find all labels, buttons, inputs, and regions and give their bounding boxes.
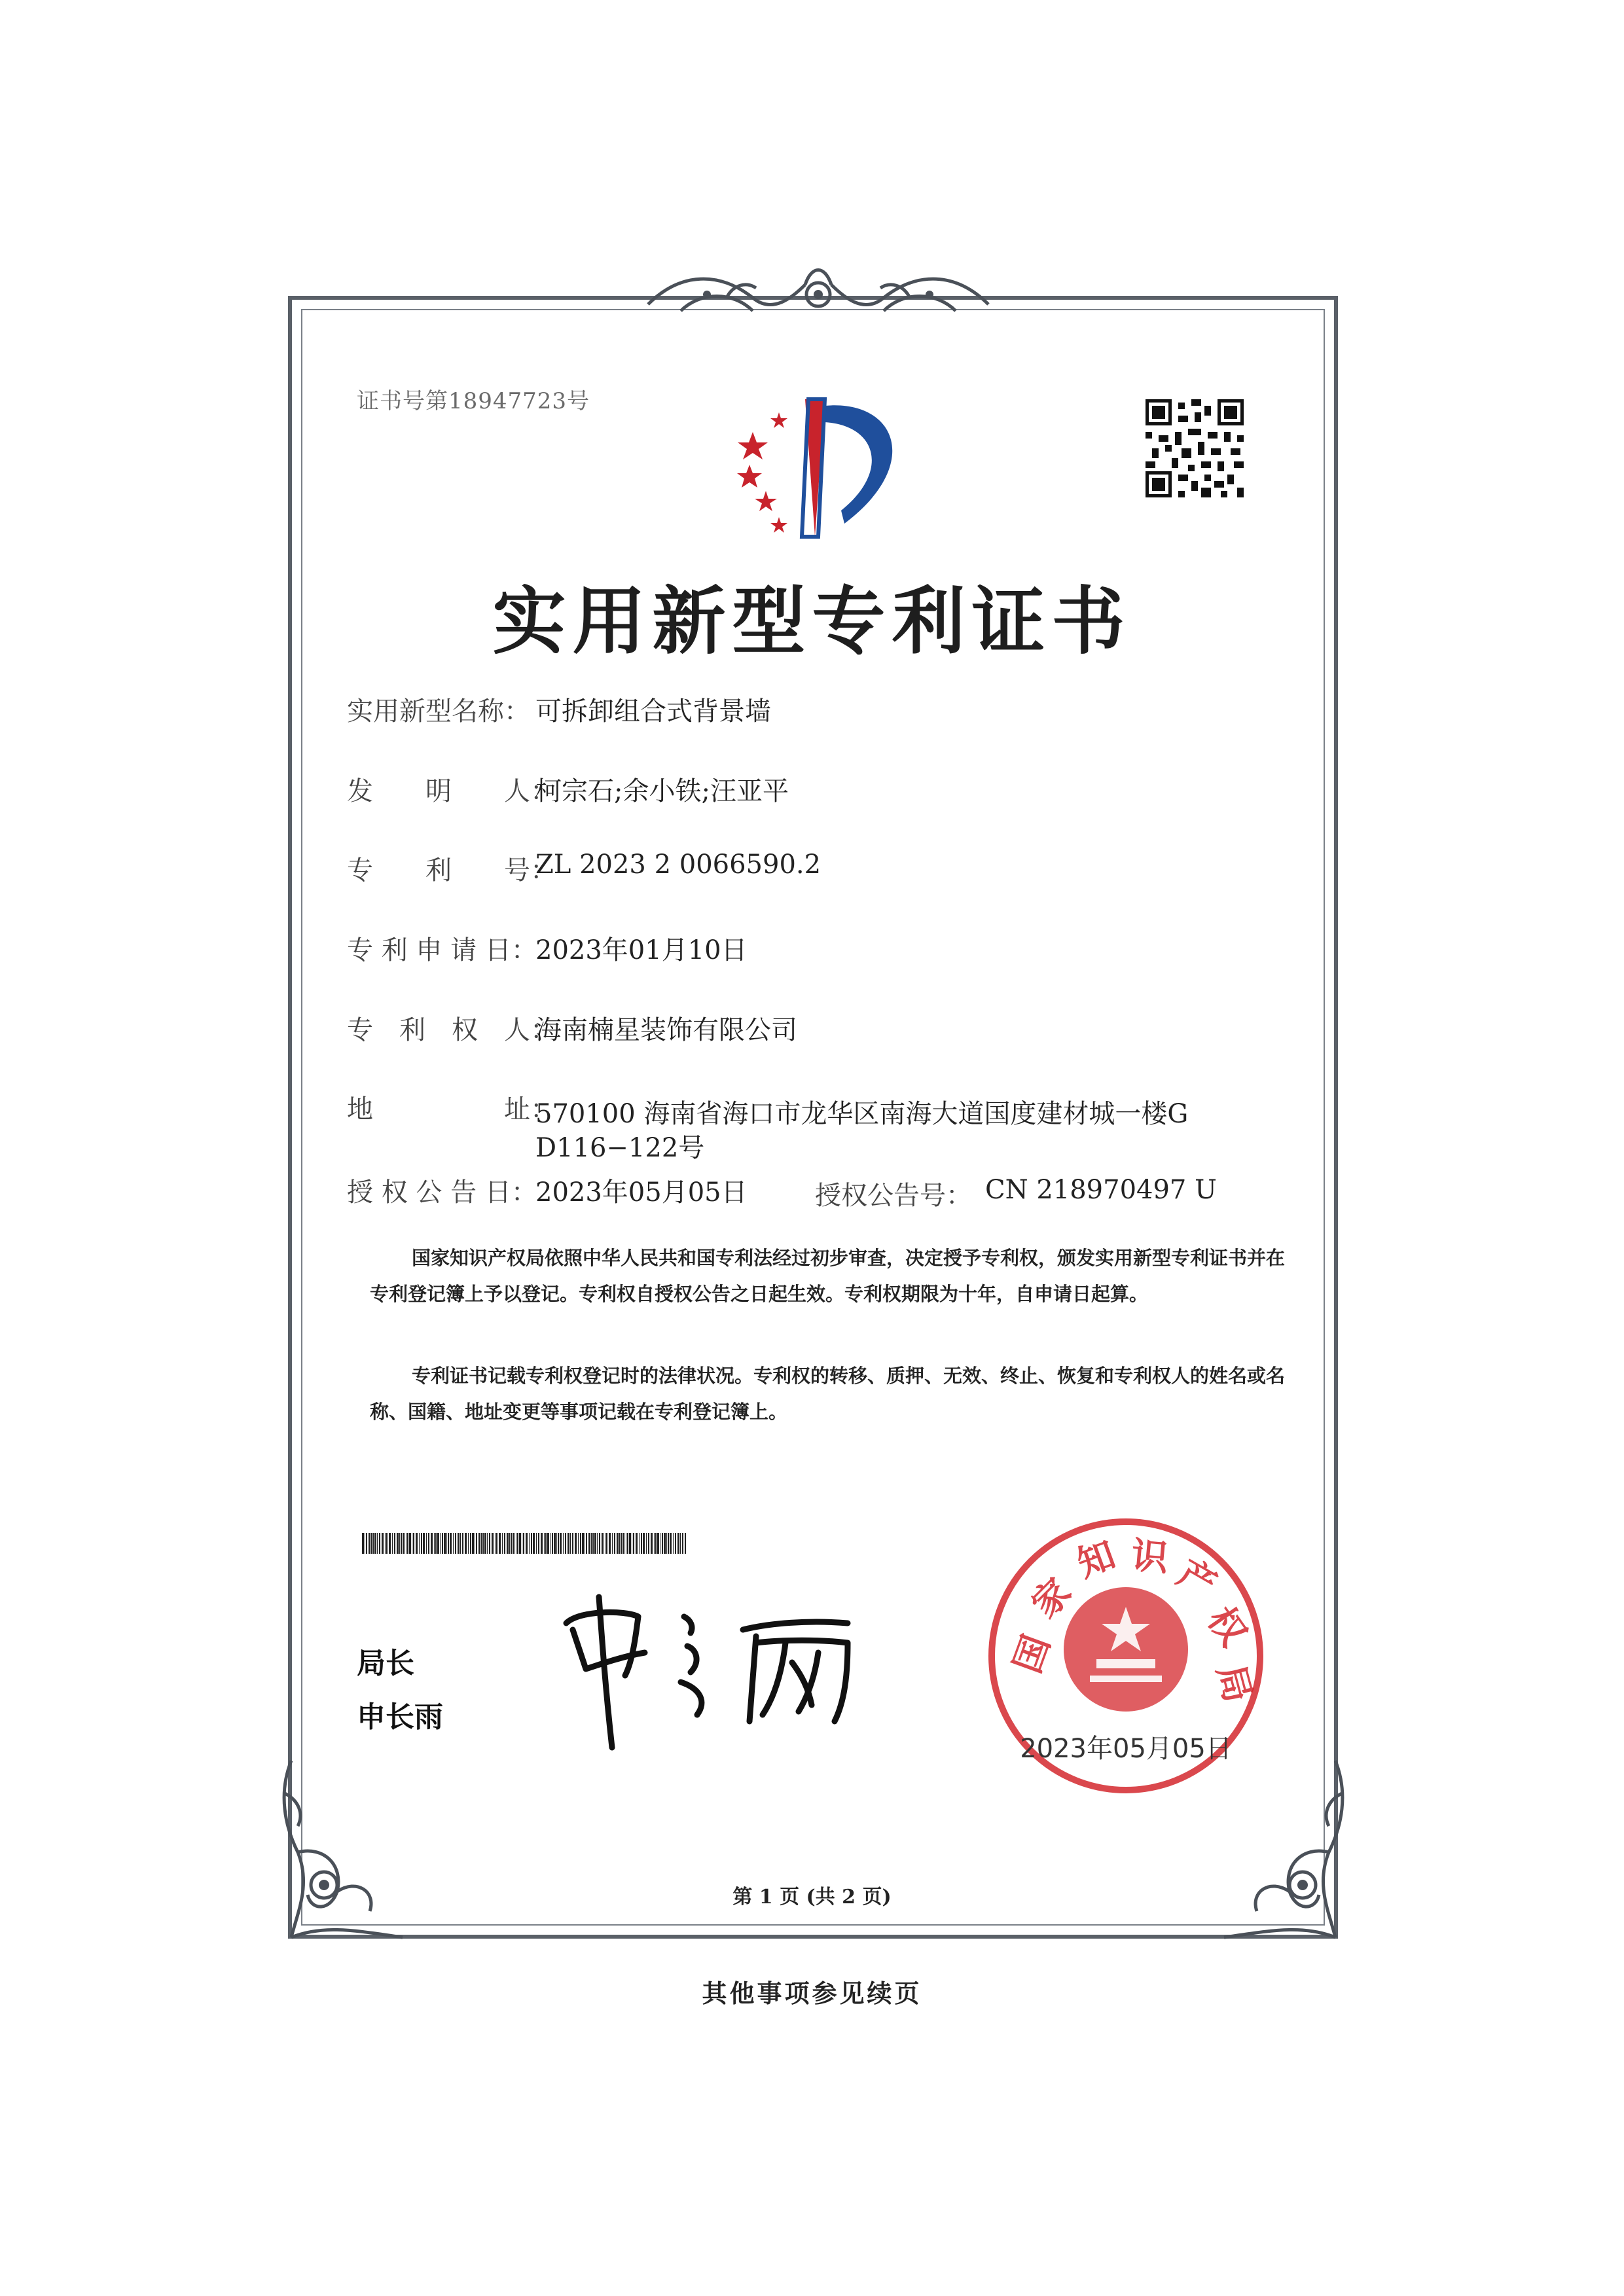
svg-text:国: 国 (1006, 1629, 1059, 1679)
bottom-left-ornament-icon (272, 1754, 412, 1950)
legal-paragraph-2: 专利证书记载专利权登记时的法律状况。专利权的转移、质押、无效、终止、恢复和专利权人的姓名或名称、国籍、地址变更等事项记载在专利登记簿上。 (370, 1365, 1286, 1423)
director-title: 局长 (357, 1647, 414, 1680)
field-label-grant-no: 授权公告号： (815, 1181, 972, 1211)
field-value-address-line1: 570100 海南省海口市龙华区南海大道国度建材城一楼G (535, 1099, 1189, 1129)
field-label-inventor: 发 明 人： (347, 776, 556, 806)
field-value-grant-date: 2023年05月05日 (535, 1177, 748, 1208)
official-seal-icon (985, 1515, 1267, 1797)
barcode-icon (362, 1533, 686, 1554)
svg-text:家: 家 (1023, 1570, 1080, 1626)
field-value-name: 可拆卸组合式背景墙 (535, 696, 771, 726)
certificate-title: 实用新型专利证书 (492, 579, 1132, 664)
certificate-number: 证书号第18947723号 (357, 388, 590, 414)
director-name: 申长雨 (357, 1700, 443, 1734)
qr-code-icon (1146, 399, 1244, 497)
svg-text:权: 权 (1199, 1599, 1255, 1654)
svg-text:产: 产 (1170, 1551, 1223, 1607)
field-value-address-line2: D116−122号 (535, 1133, 705, 1163)
seal-date: 2023年05月05日 (1020, 1734, 1232, 1764)
field-value-grant-no: CN 218970497 U (985, 1175, 1217, 1205)
footer-note: 其他事项参见续页 (702, 1979, 922, 2008)
field-value-patent-no: ZL 2023 2 0066590.2 (535, 850, 821, 880)
field-label-name: 实用新型名称： (347, 696, 530, 726)
field-value-inventor: 柯宗石;余小铁;汪亚平 (535, 776, 789, 806)
field-label-apply-date: 专 利 申 请 日： (347, 935, 537, 965)
top-ornament-icon (641, 259, 995, 331)
field-label-patentee: 专 利 权 人： (347, 1015, 556, 1045)
field-value-apply-date: 2023年01月10日 (535, 935, 748, 965)
field-label-address: 地 址： (347, 1094, 556, 1124)
svg-text:局: 局 (1208, 1660, 1259, 1707)
field-label-patent-no: 专 利 号： (347, 855, 556, 886)
page-number: 第 1 页 (共 2 页) (732, 1886, 892, 1909)
field-value-patentee: 海南楠星装饰有限公司 (535, 1015, 797, 1045)
signature-icon (560, 1590, 861, 1754)
cnipa-logo-icon (727, 386, 923, 543)
legal-paragraph-1: 国家知识产权局依照中华人民共和国专利法经过初步审查，决定授予专利权，颁发实用新型专利证书并在专利登记簿上予以登记。专利权自授权公告之日起生效。专利权期限为十年，自申请日起算。 (370, 1247, 1286, 1305)
svg-text:识: 识 (1129, 1534, 1170, 1580)
field-label-grant-date: 授 权 公 告 日： (347, 1177, 537, 1208)
svg-text:知: 知 (1072, 1533, 1121, 1587)
